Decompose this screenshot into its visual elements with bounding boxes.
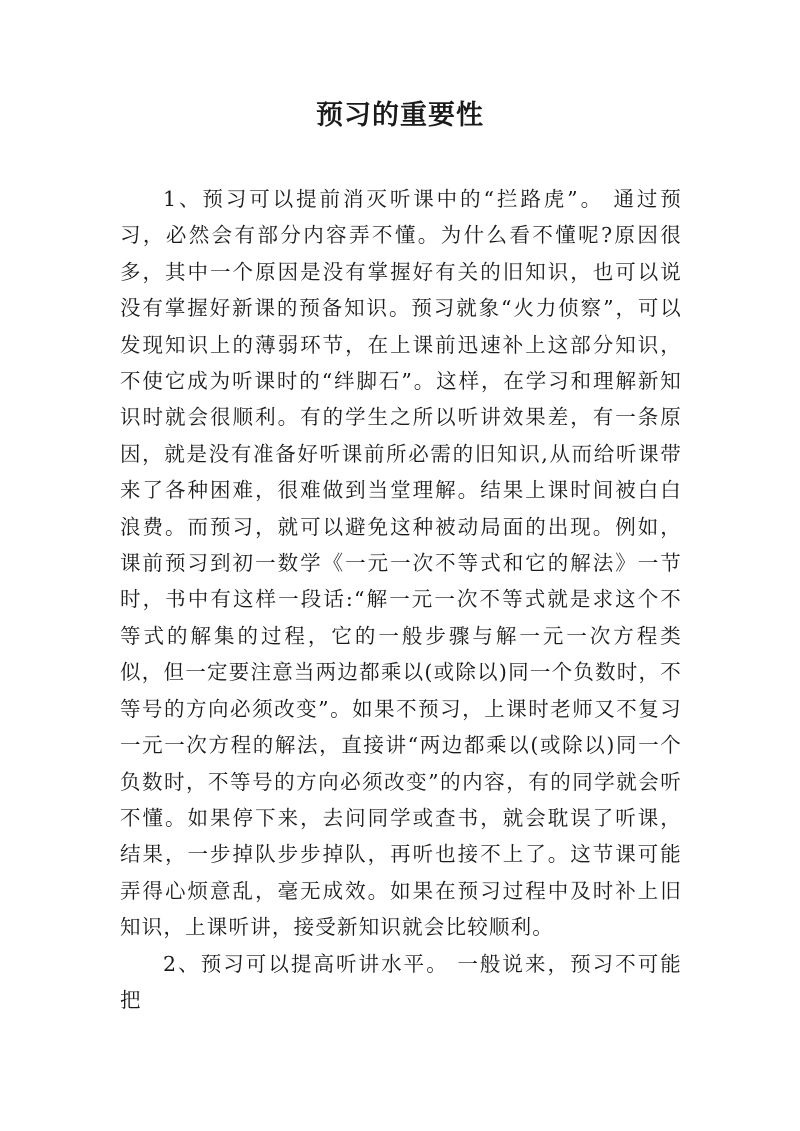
document-body <box>120 181 682 1018</box>
paragraph-1: 1、预习可以提前消灭听课中的“拦路虎”。 通过预习，必然会有部分内容弄不懂。为什么看不懂呢?原因很多，其中一个原因是没有掌握好有关的旧知识，也可以说没有掌握好新课的预备知识。预习就象“火力侦察”，可以发现知识上的薄弱环节，在上课前迅速补上这部分知识，不使它成为听课时的“绊脚石”。这样，在学习和理解新知识时就会很顺利。有的学生之所以听讲效果差，有一条原因，就是没有准备好听课前所必需的旧知识,从而给听课带来了各种困难，很难做到当堂理解。结果上课时间被白白浪费。而预习，就可以避免这种被动局面的出现。例如，课前预习到初一数学《一元一次不等式和它的解法》一节时，书中有这样一段话:“解一元一次不等式就是求这个不等式的解集的过程，它的一般步骤与解一元一次方程类似，但一定要注意当两边都乘以(或除以)同一个负数时，不等号的方向必须改变”。如果不预习，上课时老师又不复习一元一次方程的解法，直接讲“两边都乘以(或除以)同一个负数时，不等号的方向必须改变”的内容，有的同学就会听不懂。如果停下来，去问同学或查书，就会耽误了听课，结果，一步掉队步步掉队，再听也接不上了。这节课可能弄得心烦意乱，毫无成效。如果在预习过程中及时补上旧知识，上课听讲，接受新知识就会比较顺利。 <box>120 187 682 940</box>
paragraph-2: 2、预习可以提高听讲水平。 一般说来，预习不可能把 <box>120 951 682 1012</box>
page-title: 预习的重要性 <box>316 100 484 131</box>
